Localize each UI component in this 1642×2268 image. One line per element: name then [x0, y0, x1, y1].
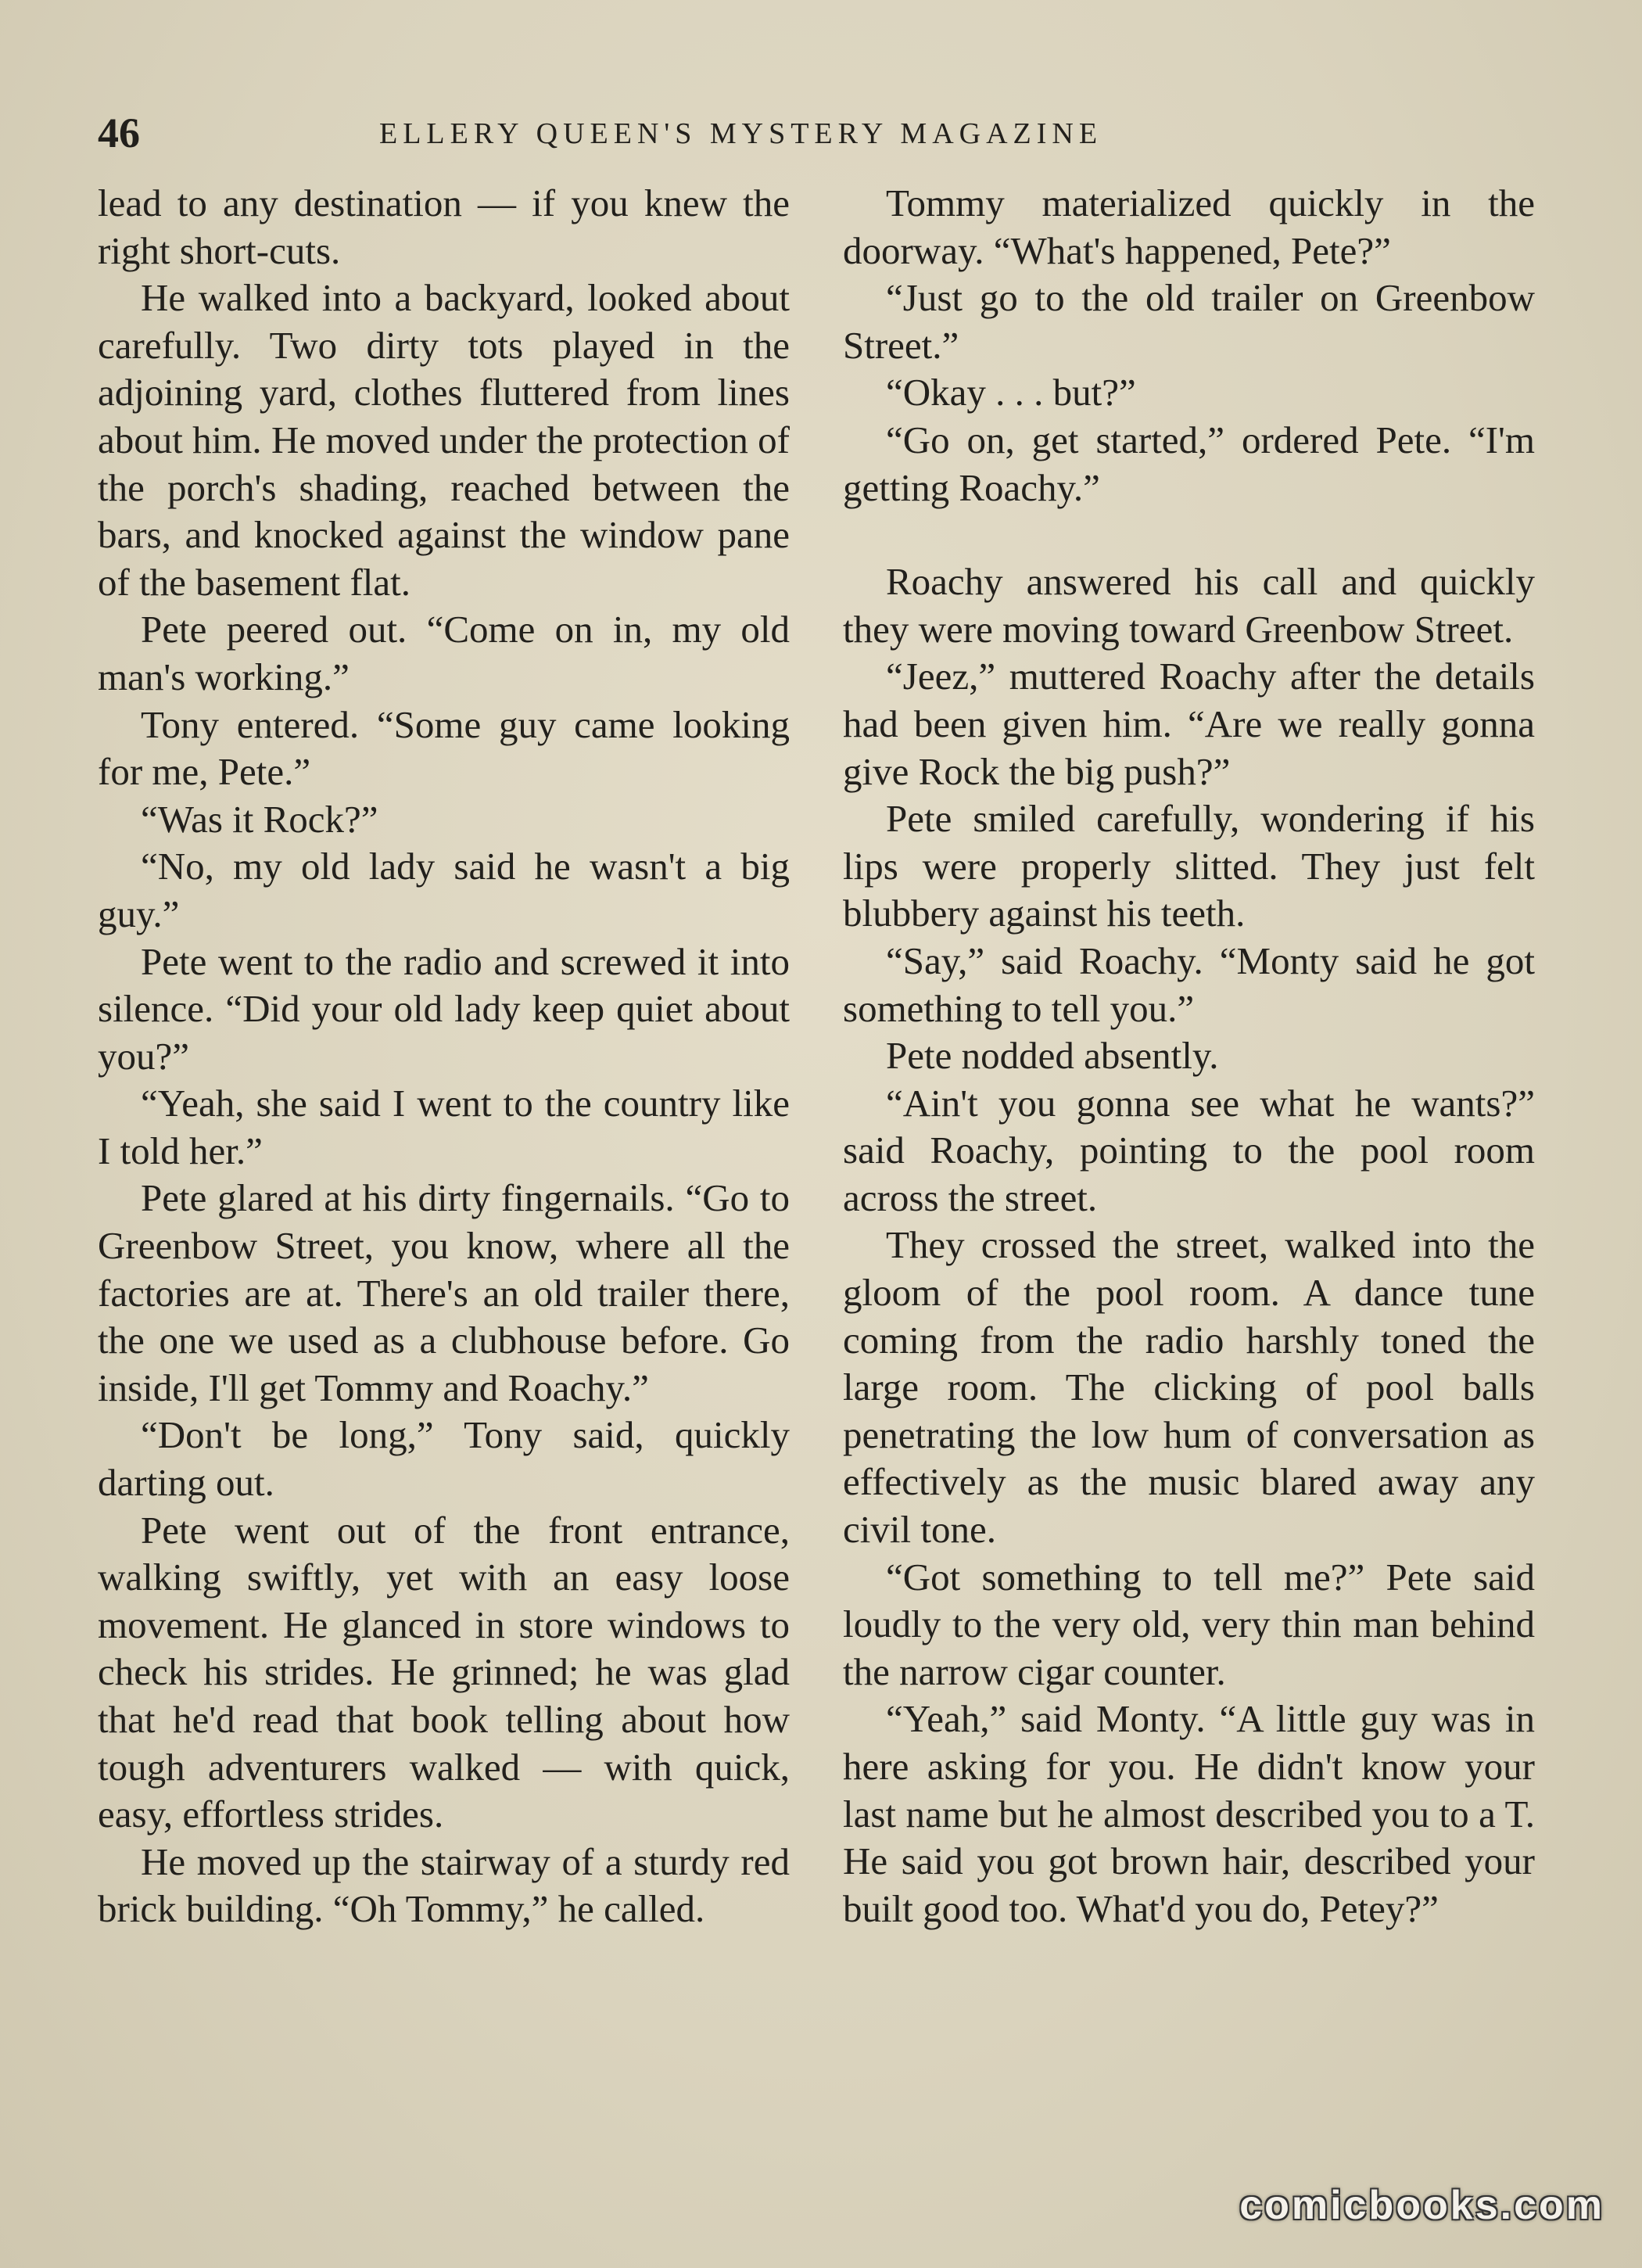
paragraph: Pete smiled carefully, wondering if his lips were properly slitted. They just felt blubbery against his teeth. — [843, 797, 1535, 935]
paragraph: “Yeah,” said Monty. “A little guy was in here asking for you. He didn't know your last name but he almost described you to a T. He said you got brown hair, described your built good too. What'd you do, Petey?” — [843, 1697, 1535, 1930]
paragraph: “No, my old lady said he wasn't a big guy.” — [98, 845, 790, 935]
paragraph: “Go on, get started,” ordered Pete. “I'm getting Roachy.” — [843, 418, 1535, 509]
paragraph: “Got something to tell me?” Pete said loudly to the very old, very thin man behind the narrow cigar counter. — [843, 1555, 1535, 1693]
paragraph: Pete went out of the front entrance, walking swiftly, yet with an easy loose movement. He glanced in store windows to check his strides. He grinned; he was glad that he'd read that book telling about how tough adventurers walked — with quick, easy, effortless strides. — [98, 1508, 790, 1836]
paragraph: “Jeez,” muttered Roachy after the details had been given him. “Are we really gonna give Rock the big push?” — [843, 655, 1535, 793]
page-header — [98, 109, 1544, 156]
page-number: 46 — [98, 109, 140, 156]
paragraph: “Ain't you gonna see what he wants?” said Roachy, pointing to the pool room across the street. — [843, 1081, 1535, 1219]
paragraph: “Say,” said Roachy. “Monty said he got something to tell you.” — [843, 938, 1535, 1030]
paragraph: Pete went to the radio and screwed it into silence. “Did your old lady keep quiet about you?” — [98, 939, 790, 1078]
paragraph: “Just go to the old trailer on Greenbow Street.” — [843, 276, 1535, 367]
paragraph: Pete glared at his dirty fingernails. “Go to Greenbow Street, you know, where all the factories are at. There's an old trailer there, the one we used as a clubhouse before. Go inside, I'll get Tommy and Roachy.” — [98, 1176, 790, 1409]
running-head: ELLERY QUEEN'S MYSTERY MAGAZINE — [379, 117, 1103, 150]
paragraph: Pete peered out. “Come on in, my old man's working.” — [98, 608, 790, 698]
right-column — [843, 180, 1535, 1932]
paragraph: “Okay . . . but?” — [886, 371, 1136, 414]
paragraph: “Was it Rock?” — [141, 797, 378, 841]
paragraph: Pete nodded absently. — [886, 1034, 1219, 1078]
paragraph: Tony entered. “Some guy came looking for me, Pete.” — [98, 702, 790, 794]
paragraph: They crossed the street, walked into the gloom of the pool room. A dance tune coming from the radio harshly toned the large room. The clicking of pool balls penetrating the low hum of conversation as effectively as the music blared away any civil tone. — [843, 1223, 1535, 1552]
watermark: comicbooks.com — [1239, 2183, 1604, 2228]
paragraph: He moved up the stairway of a sturdy red brick building. “Oh Tommy,” he called. — [98, 1839, 790, 1931]
paragraph: “Yeah, she said I went to the country like I told her.” — [98, 1082, 790, 1172]
paragraph: Roachy answered his call and quickly they were moving toward Greenbow Street. — [843, 560, 1535, 651]
left-column — [98, 180, 790, 1933]
paragraph: He walked into a backyard, looked about carefully. Two dirty tots played in the adjoining yard, clothes fluttered from lines about him. He moved under the protection of the porch's shading, reached between the bars, and knocked against the window pane of the basement flat. — [98, 276, 790, 604]
paragraph: “Don't be long,” Tony said, quickly darting out. — [98, 1413, 790, 1505]
paragraph: Tommy materialized quickly in the doorway. “What's happened, Pete?” — [843, 181, 1535, 272]
paragraph: lead to any destination — if you knew the right short-cuts. — [98, 181, 790, 272]
